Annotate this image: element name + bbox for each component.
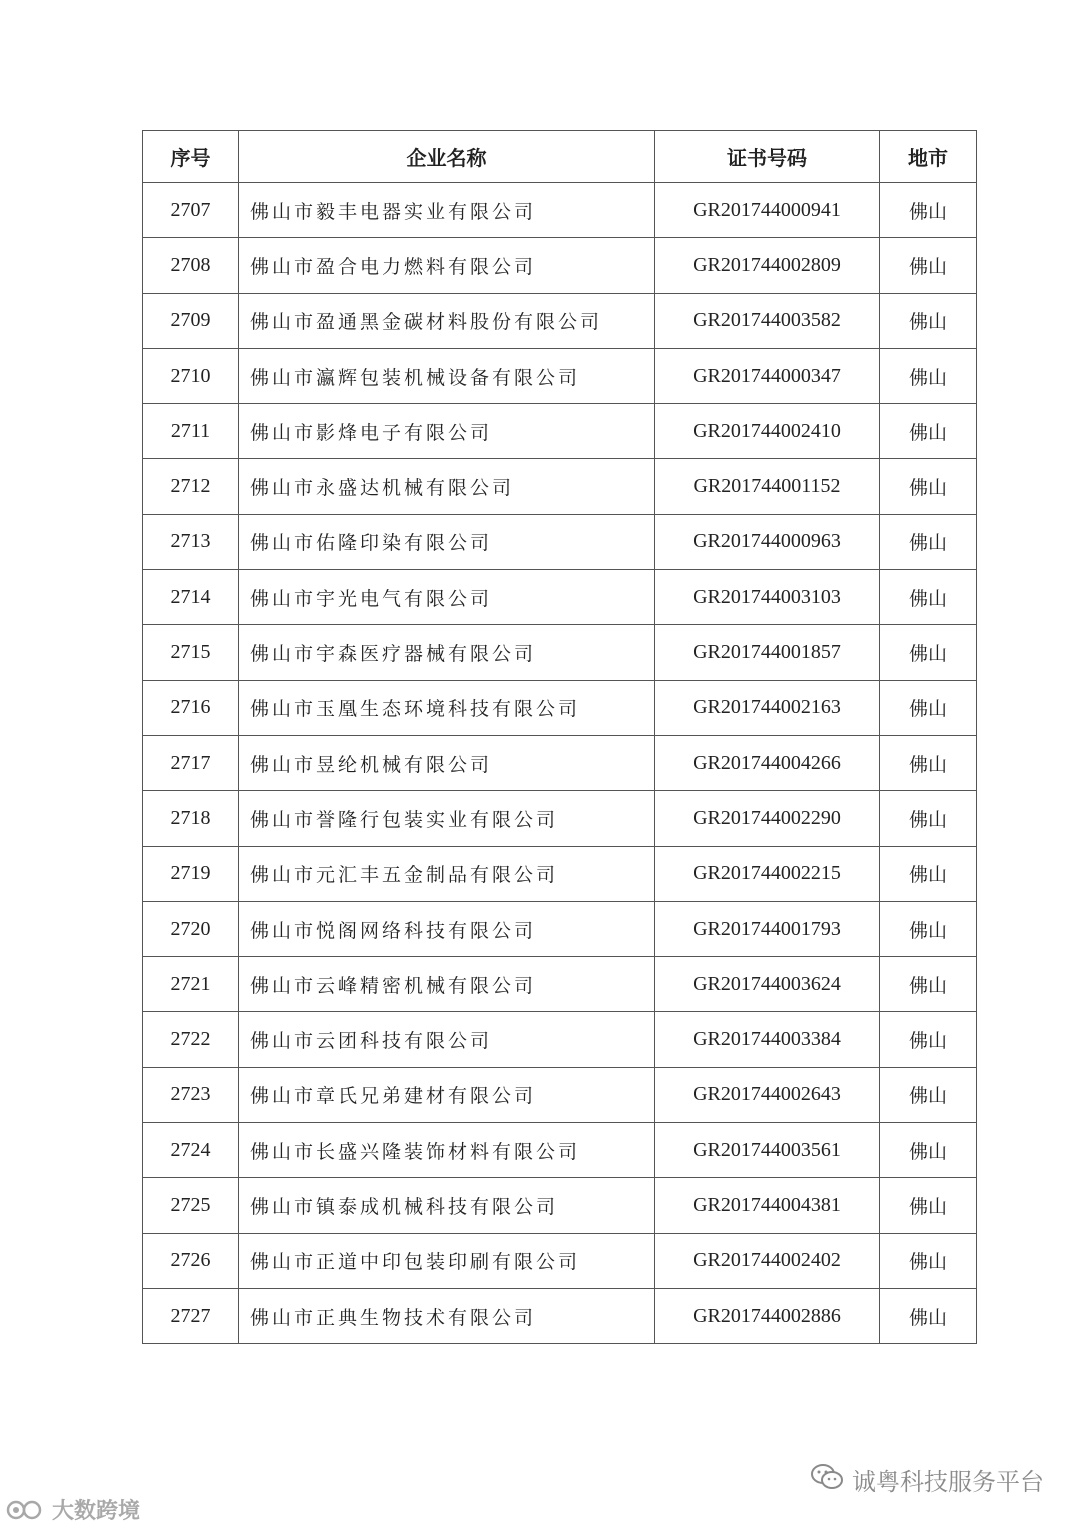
cell-no: 2709 [143,293,239,348]
cell-no: 2725 [143,1178,239,1233]
cell-company-name: 佛山市佑隆印染有限公司 [239,514,655,569]
cell-certificate-number: GR201744002215 [655,846,880,901]
cell-city: 佛山 [880,1178,977,1233]
cell-certificate-number: GR201744004381 [655,1178,880,1233]
cell-company-name: 佛山市章氏兄弟建材有限公司 [239,1067,655,1122]
table-row [143,680,977,735]
cell-no: 2708 [143,238,239,293]
cell-company-name: 佛山市瀛辉包装机械设备有限公司 [239,348,655,403]
cell-no: 2727 [143,1288,239,1343]
cell-no: 2721 [143,957,239,1012]
cell-certificate-number: GR201744000941 [655,183,880,238]
cell-certificate-number: GR201744000347 [655,348,880,403]
header-city: 地市 [880,131,977,183]
cell-city: 佛山 [880,680,977,735]
cell-city: 佛山 [880,735,977,790]
cell-company-name: 佛山市云团科技有限公司 [239,1012,655,1067]
table-row [143,1067,977,1122]
cell-no: 2716 [143,680,239,735]
table-body [143,183,977,1344]
cell-certificate-number: GR201744002643 [655,1067,880,1122]
cell-no: 2719 [143,846,239,901]
cell-no: 2717 [143,735,239,790]
cell-company-name: 佛山市元汇丰五金制品有限公司 [239,846,655,901]
cell-no: 2726 [143,1233,239,1288]
cell-city: 佛山 [880,1233,977,1288]
cell-company-name: 佛山市影烽电子有限公司 [239,404,655,459]
table-row [143,1178,977,1233]
cell-certificate-number: GR201744003582 [655,293,880,348]
cell-city: 佛山 [880,1067,977,1122]
right-watermark [810,1462,1044,1497]
cell-company-name: 佛山市永盛达机械有限公司 [239,459,655,514]
table-header-row [143,131,977,183]
cell-certificate-number: GR201744002410 [655,404,880,459]
table-row [143,625,977,680]
cell-no: 2712 [143,459,239,514]
cell-city: 佛山 [880,570,977,625]
cell-city: 佛山 [880,514,977,569]
table-row [143,1233,977,1288]
cell-company-name: 佛山市誉隆行包装实业有限公司 [239,791,655,846]
cell-city: 佛山 [880,901,977,956]
table-row [143,1288,977,1343]
left-watermark-text: 大数跨境 [52,1499,141,1524]
table-row [143,1123,977,1178]
cell-certificate-number: GR201744002290 [655,791,880,846]
cell-city: 佛山 [880,625,977,680]
table-row [143,183,977,238]
cell-company-name: 佛山市盈合电力燃料有限公司 [239,238,655,293]
cell-no: 2711 [143,404,239,459]
cell-certificate-number: GR201744002163 [655,680,880,735]
cell-certificate-number: GR201744001793 [655,901,880,956]
cell-no: 2707 [143,183,239,238]
table-row [143,404,977,459]
cell-company-name: 佛山市毅丰电器实业有限公司 [239,183,655,238]
cell-city: 佛山 [880,957,977,1012]
table-row [143,514,977,569]
cell-company-name: 佛山市玉凰生态环境科技有限公司 [239,680,655,735]
cell-no: 2724 [143,1123,239,1178]
cell-company-name: 佛山市宇森医疗器械有限公司 [239,625,655,680]
cell-company-name: 佛山市长盛兴隆装饰材料有限公司 [239,1123,655,1178]
dashuju-logo-icon [6,1499,46,1521]
certificate-table [142,130,977,1344]
cell-certificate-number: GR201744000963 [655,514,880,569]
cell-company-name: 佛山市宇光电气有限公司 [239,570,655,625]
table-row [143,735,977,790]
cell-city: 佛山 [880,183,977,238]
cell-company-name: 佛山市昱纶机械有限公司 [239,735,655,790]
cell-city: 佛山 [880,238,977,293]
header-no: 序号 [143,131,239,183]
cell-no: 2713 [143,514,239,569]
cell-company-name: 佛山市镇泰成机械科技有限公司 [239,1178,655,1233]
cell-no: 2710 [143,348,239,403]
cell-certificate-number: GR201744002402 [655,1233,880,1288]
table-row [143,570,977,625]
cell-company-name: 佛山市盈通黑金碳材料股份有限公司 [239,293,655,348]
table-row [143,791,977,846]
table-row [143,1012,977,1067]
header-cert: 证书号码 [655,131,880,183]
cell-no: 2718 [143,791,239,846]
cell-company-name: 佛山市悦阁网络科技有限公司 [239,901,655,956]
table-row [143,348,977,403]
header-name: 企业名称 [239,131,655,183]
cell-company-name: 佛山市云峰精密机械有限公司 [239,957,655,1012]
cell-city: 佛山 [880,791,977,846]
table-row [143,238,977,293]
table-row [143,901,977,956]
table-row [143,293,977,348]
cell-city: 佛山 [880,1012,977,1067]
table-row [143,846,977,901]
cell-city: 佛山 [880,293,977,348]
cell-no: 2715 [143,625,239,680]
cell-certificate-number: GR201744003561 [655,1123,880,1178]
wechat-icon [810,1463,844,1497]
cell-city: 佛山 [880,348,977,403]
cell-certificate-number: GR201744004266 [655,735,880,790]
right-watermark-text: 诚粤科技服务平台 [852,1468,1044,1496]
cell-certificate-number: GR201744001857 [655,625,880,680]
cell-certificate-number: GR201744003624 [655,957,880,1012]
cell-company-name: 佛山市正典生物技术有限公司 [239,1288,655,1343]
cell-certificate-number: GR201744002809 [655,238,880,293]
cell-certificate-number: GR201744003384 [655,1012,880,1067]
table-row [143,957,977,1012]
cell-city: 佛山 [880,1123,977,1178]
cell-city: 佛山 [880,404,977,459]
cell-city: 佛山 [880,846,977,901]
cell-city: 佛山 [880,459,977,514]
cell-certificate-number: GR201744003103 [655,570,880,625]
cell-no: 2720 [143,901,239,956]
cell-certificate-number: GR201744001152 [655,459,880,514]
left-watermark [6,1494,140,1525]
cell-company-name: 佛山市正道中印包装印刷有限公司 [239,1233,655,1288]
table-row [143,459,977,514]
cell-certificate-number: GR201744002886 [655,1288,880,1343]
cell-city: 佛山 [880,1288,977,1343]
cell-no: 2723 [143,1067,239,1122]
cell-no: 2714 [143,570,239,625]
cell-no: 2722 [143,1012,239,1067]
